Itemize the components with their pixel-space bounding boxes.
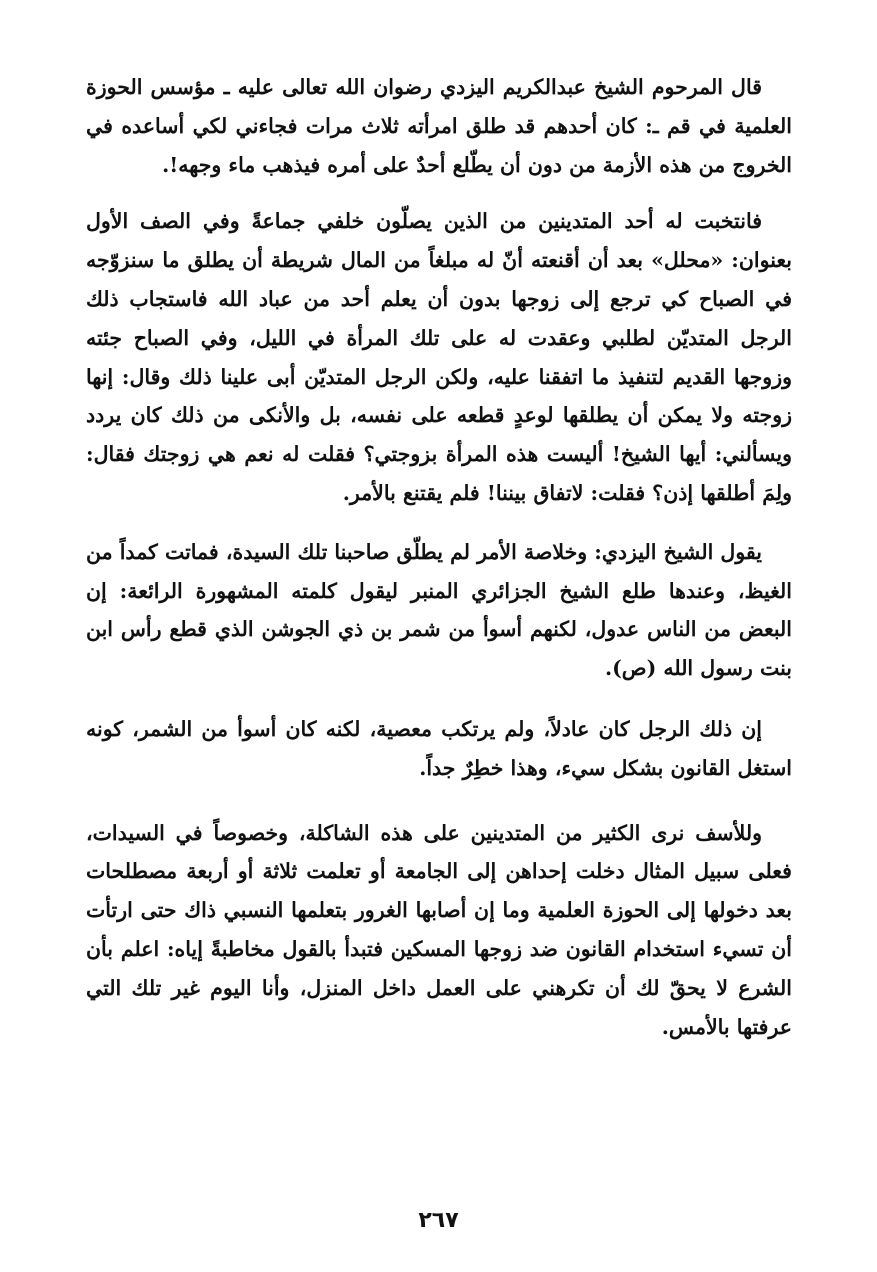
paragraph-3: يقول الشيخ اليزدي: وخلاصة الأمر لم يطلّق صاحبنا تلك السيدة، فماتت كمداً من الغيظ، وعندها طلع الشيخ الجزائري المنبر ليقول كلمته المشهورة الرائعة: إن البعض من الناس عدول، لكنهم أسوأ من شمر بن ذي الجوشن الذي قطع رأس ابن بنت رسول الله (ص). xyxy=(86,539,792,681)
paragraph-1: قال المرحوم الشيخ عبدالكريم اليزدي رضوان الله تعالى عليه ـ مؤسس الحوزة العلمية في قم ـ: كان أحدهم قد طلق امرأته ثلاث مرات فجاءني لكي أساعده في الخروج من هذه الأزمة من دون أن يطّلع أحدٌ على أمره فيذهب ماء وجهه!. xyxy=(86,75,792,177)
paragraph-2: فانتخبت له أحد المتدينين من الذين يصلّون خلفي جماعةً وفي الصف الأول بعنوان: «محلل» بعد أن أقنعته أنّ له مبلغاً من المال شريطة أن يطلق ما سنزوّجه في الصباح كي ترجع إلى زوجها بدون أن يعلم أحد من عباد الله فاستجاب ذلك الرجل المتديّن لطلبي وعقدت له على تلك المرأة في الليل، وفي الصباح جئته وزوجها القديم لتنفيذ ما اتفقنا عليه، ولكن الرجل المتديّن أبى علينا ذلك وقال: إنها زوجته ولا يمكن أن يطلقها لوعدٍ قطعه على نفسه، بل والأنكى من ذلك كان يردد ويسألني: أيها الشيخ! أليست هذه المرأة بزوجتي؟ فقلت له نعم هي زوجتك فقال: ولِمَ أطلقها إذن؟ فقلت: لاتفاق بيننا! فلم يقتنع بالأمر. xyxy=(86,209,792,505)
paragraph-5: وللأسف نرى الكثير من المتدينين على هذه الشاكلة، وخصوصاً في السيدات، فعلى سبيل المثال دخلت إحداهن إلى الجامعة أو تعلمت ثلاثة أو أربعة مصطلحات بعد دخولها إلى الحوزة العلمية وما إن أصابها الغرور بتعلمها النسبي ذاك حتى ارتأت أن تسيء استخدام القانون ضد زوجها المسكين فتبدأ بالقول مخاطبةً إياه: اعلم بأن الشرع لا يحقّ لك أن تكرهني على العمل داخل المنزل، وأنا اليوم غير تلك التي عرفتها بالأمس. xyxy=(86,820,792,1039)
page-number: ٢٦٧ xyxy=(418,1208,459,1233)
paragraph-4: إن ذلك الرجل كان عادلاً، ولم يرتكب معصية، لكنه كان أسوأ من الشمر، كونه استغل القانون بشكل سيء، وهذا خطِرٌ جداً. xyxy=(86,716,792,780)
page-body xyxy=(86,68,792,1068)
